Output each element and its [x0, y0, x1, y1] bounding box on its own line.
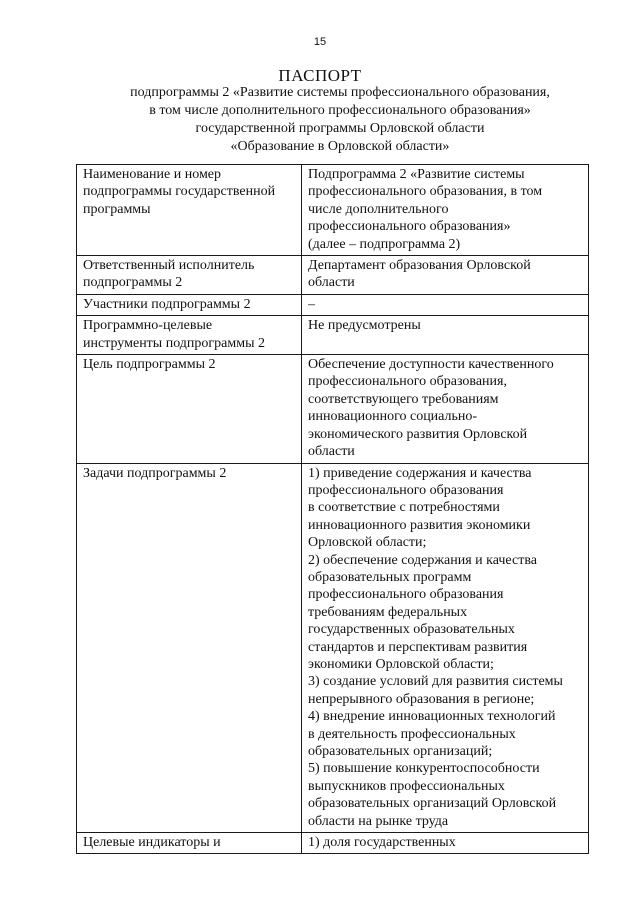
row-label-line: Задачи подпрограммы 2: [83, 465, 227, 481]
row-value-line: –: [308, 296, 315, 312]
row-value-cell: [302, 256, 589, 295]
table-row: [77, 463, 589, 833]
document-title: ПАСПОРТ: [278, 66, 362, 85]
table-row: [77, 165, 589, 256]
table-row: [77, 316, 589, 355]
row-value-line: непрерывного образования в регионе;: [308, 691, 535, 707]
row-value-line: Орловской области;: [308, 535, 427, 551]
subtitle-line: государственной программы Орловской области: [195, 121, 485, 136]
row-label-line: Наименование и номер: [83, 167, 222, 182]
row-label-line: инструменты подпрограммы 2: [83, 335, 265, 351]
row-label-line: Целевые индикаторы и: [83, 835, 221, 851]
row-value-line: в деятельность профессиональных: [308, 726, 516, 742]
row-value-line: 5) повышение конкурентоспособности: [308, 761, 540, 777]
row-label-cell: [77, 316, 302, 355]
row-value-cell: [302, 316, 589, 355]
row-value-line: экономического развития Орловской: [308, 426, 528, 442]
row-value-cell: [302, 833, 589, 854]
row-value-line: области: [308, 444, 355, 460]
row-value-line: образовательных организаций;: [308, 744, 493, 759]
table-row: [77, 294, 589, 315]
row-value-line: выпускников профессиональных: [308, 778, 505, 794]
row-value-line: инновационного социально-: [308, 409, 478, 425]
table-row: [77, 833, 589, 854]
row-label-line: Программно-целевые: [83, 318, 213, 334]
row-value-line: Обеспечение доступности качественного: [308, 357, 554, 373]
row-label-cell: [77, 355, 302, 463]
row-label-line: программы: [83, 201, 151, 217]
row-value-line: требованиям федеральных: [308, 604, 468, 620]
row-value-line: (далее – подпрограмма 2): [308, 236, 461, 252]
row-value-line: экономики Орловской области;: [308, 656, 494, 672]
document-subtitle: [60, 84, 620, 156]
row-value-line: 4) внедрение инновационных технологий: [308, 709, 556, 725]
row-value-line: 3) создание условий для развития системы: [308, 674, 563, 690]
subtitle-line: «Образование в Орловской области»: [230, 139, 450, 154]
row-label-cell: [77, 256, 302, 295]
row-label-cell: [77, 833, 302, 854]
row-value-line: инновационного развития экономики: [308, 517, 531, 533]
row-value-line: стандартов и перспективам развития: [308, 639, 528, 655]
row-value-line: профессионального образования,: [308, 374, 507, 390]
row-value-line: Подпрограмма 2 «Развитие системы: [308, 167, 525, 182]
subtitle-line: в том числе дополнительного профессионального образования»: [149, 103, 531, 118]
row-value-line: Департамент образования Орловской: [308, 258, 531, 274]
table-row: [77, 355, 589, 463]
row-value-line: профессионального образования, в том: [308, 184, 543, 200]
row-value-line: области на рынке труда: [308, 813, 449, 829]
row-value-line: соответствующего требованиям: [308, 391, 499, 407]
row-value-line: 1) доля государственных: [308, 835, 456, 851]
row-value-line: профессионального образования: [308, 482, 504, 498]
row-value-line: числе дополнительного: [308, 201, 449, 217]
row-value-cell: [302, 355, 589, 463]
row-value-line: 1) приведение содержания и качества: [308, 465, 532, 481]
row-value-line: Не предусмотрены: [308, 318, 421, 334]
row-label-line: Цель подпрограммы 2: [83, 357, 216, 373]
subtitle-line: подпрограммы 2 «Развитие системы профессионального образования,: [130, 85, 550, 100]
passport-table-body: [77, 165, 589, 854]
row-label-line: Участники подпрограммы 2: [83, 296, 251, 312]
row-value-cell: [302, 463, 589, 833]
page-number: 15: [313, 36, 327, 48]
row-label-cell: [77, 165, 302, 256]
row-label-cell: [77, 463, 302, 833]
row-label-cell: [77, 294, 302, 315]
row-value-line: образовательных программ: [308, 569, 472, 585]
table-row: [77, 256, 589, 295]
row-value-line: области: [308, 275, 355, 291]
row-label-line: Ответственный исполнитель: [83, 258, 255, 274]
row-value-cell: [302, 294, 589, 315]
row-label-line: подпрограммы 2: [83, 275, 183, 291]
row-label-line: подпрограммы государственной: [83, 184, 276, 200]
passport-table: [76, 164, 589, 854]
row-value-line: образовательных организаций Орловской: [308, 796, 557, 812]
row-value-line: государственных образовательных: [308, 622, 515, 638]
row-value-line: в соответствие с потребностями: [308, 500, 500, 516]
row-value-line: 2) обеспечение содержания и качества: [308, 552, 537, 568]
row-value-line: профессионального образования»: [308, 219, 511, 235]
row-value-line: профессионального образования: [308, 587, 504, 603]
row-value-cell: [302, 165, 589, 256]
